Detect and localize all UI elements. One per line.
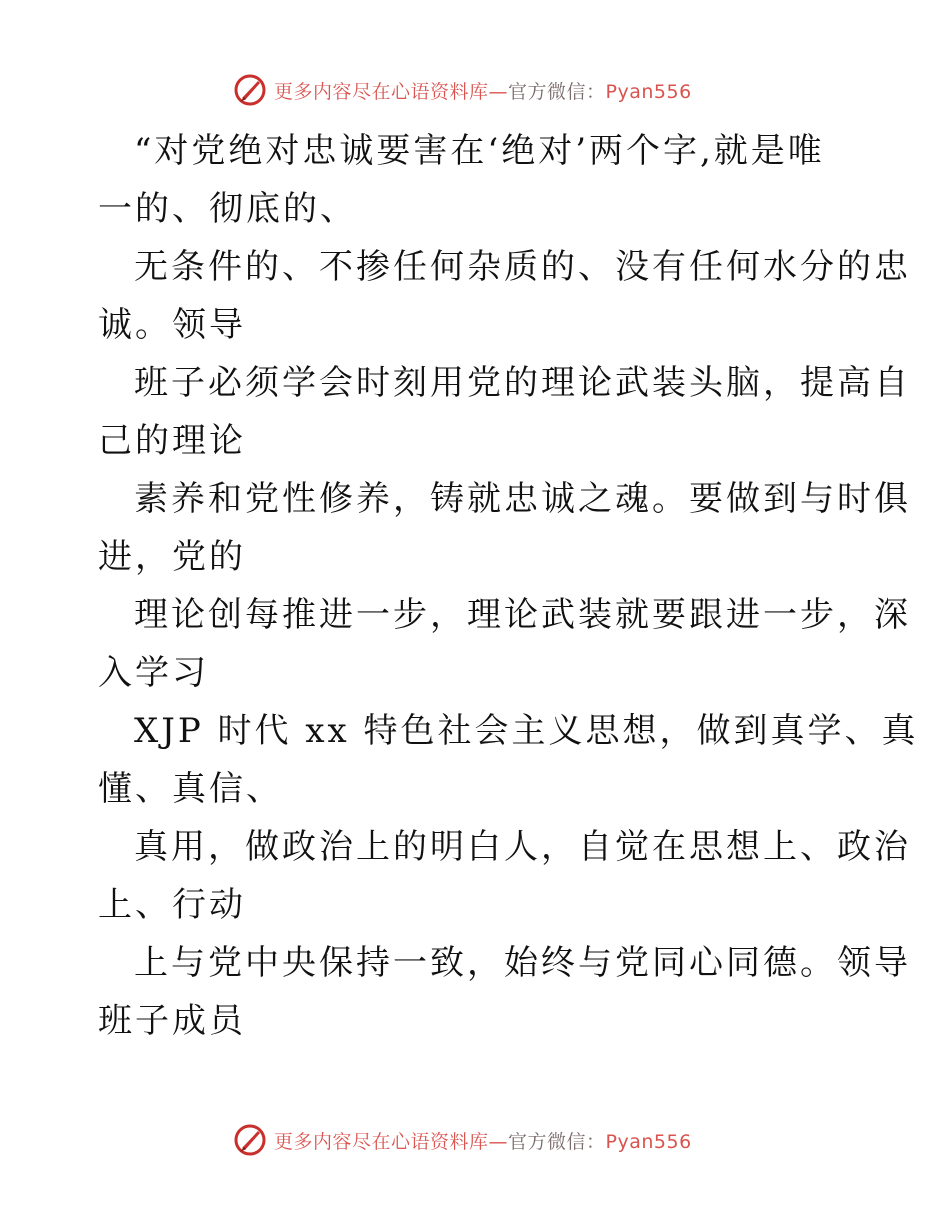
body-line: 真用，做政治上的明白人，自觉在思想上、政治 [134,827,911,867]
body-line: 班子成员 [98,1001,246,1041]
body-line: XJP 时代 xx 特色社会主义思想，做到真学、真 [134,711,919,751]
body-line: 理论创每推进一步，理论武装就要跟进一步，深 [134,595,911,635]
brand-text: 更多内容尽在心语资料库 [274,80,489,103]
body-line: 上、行动 [98,885,246,925]
header-banner [232,70,692,110]
quill-pen-icon [232,1122,268,1158]
body-line: 懂、真信、 [98,769,283,809]
wechat-label: 官方微信： [508,80,606,103]
body-line: 进，党的 [98,537,246,577]
quill-pen-icon [232,72,268,108]
body-line: 诚。领导 [98,305,246,345]
body-line: 己的理论 [98,421,246,461]
header-banner-text [274,77,692,104]
footer-banner-text [274,1127,692,1154]
body-line: 素养和党性修养，铸就忠诚之魂。要做到与时俱 [134,479,911,519]
body-line: 入学习 [98,653,209,693]
body-line: 无条件的、不掺任何杂质的、没有任何水分的忠 [134,247,911,287]
wechat-id: Pyan556 [605,1130,692,1153]
body-line: “对党绝对忠诚要害在‘绝对’两个字,就是唯 [134,131,825,171]
document-body [98,122,919,1050]
wechat-label: 官方微信： [508,1130,606,1153]
body-line: 班子必须学会时刻用党的理论武装头脑，提高自 [134,363,911,403]
banner-separator: — [488,1130,509,1153]
banner-separator: — [488,80,509,103]
footer-banner [232,1120,692,1160]
wechat-id: Pyan556 [605,80,692,103]
brand-text: 更多内容尽在心语资料库 [274,1130,489,1153]
body-line: 上与党中央保持一致，始终与党同心同德。领导 [134,943,911,983]
body-line: 一的、彻底的、 [98,189,357,229]
